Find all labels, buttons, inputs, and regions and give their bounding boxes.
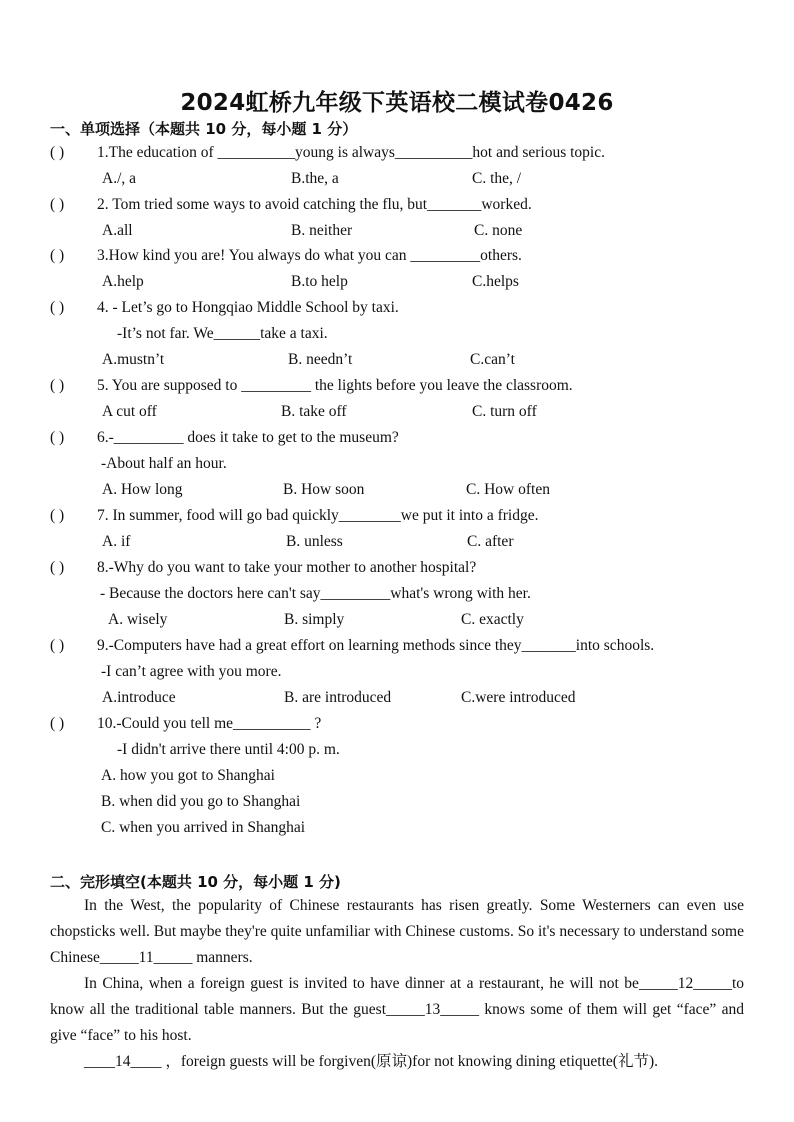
answer-blank[interactable]: ( ) xyxy=(50,637,65,654)
question-stem-line2: -It’s not far. We______take a taxi. xyxy=(117,325,328,342)
option-c: C.can’t xyxy=(470,351,515,368)
question-stem: 6.-_________ does it take to get to the museum? xyxy=(97,429,399,446)
answer-blank[interactable]: ( ) xyxy=(50,196,65,213)
answer-blank[interactable]: ( ) xyxy=(50,559,65,576)
answer-blank[interactable]: ( ) xyxy=(50,429,65,446)
option-a: A. How long xyxy=(102,481,183,498)
option-b: B. are introduced xyxy=(284,689,392,706)
option-c: C. none xyxy=(474,222,523,239)
option-c: C. How often xyxy=(466,481,550,498)
passage-paragraph-1: In the West, the popularity of Chinese restaurants has risen greatly. Some Westerners can even use chopsticks well. But maybe they're quite unfamiliar with Chinese customs. So it's necessary to understand some Chinese_____11_____ manners. xyxy=(50,897,744,966)
answer-blank[interactable]: ( ) xyxy=(50,507,65,524)
option-a: A. wisely xyxy=(108,611,168,628)
question-stem: 3.How kind you are! You always do what you can _________others. xyxy=(97,247,522,264)
option-b: B. simply xyxy=(284,611,345,628)
option-c: C.were introduced xyxy=(461,689,576,706)
answer-blank[interactable]: ( ) xyxy=(50,299,65,316)
question-stem: 5. You are supposed to _________ the lights before you leave the classroom. xyxy=(97,377,573,394)
option-b: B. unless xyxy=(286,533,343,550)
option-b: B. How soon xyxy=(283,481,365,498)
option-a: A.mustn’t xyxy=(102,351,165,368)
option-c: C. exactly xyxy=(461,611,524,628)
option-a: A.all xyxy=(102,222,133,239)
question-stem: 7. In summer, food will go bad quickly________we put it into a fridge. xyxy=(97,507,539,524)
option-c: C. turn off xyxy=(472,403,537,420)
question-stem: 2. Tom tried some ways to avoid catching the flu, but_______worked. xyxy=(97,196,532,213)
question-stem: 10.-Could you tell me__________ ? xyxy=(97,715,322,732)
option-b: B. when did you go to Shanghai xyxy=(101,793,301,810)
answer-blank[interactable]: ( ) xyxy=(50,715,65,732)
option-c: C. the, / xyxy=(472,170,522,187)
question-stem: 8.-Why do you want to take your mother to another hospital? xyxy=(97,559,477,576)
answer-blank[interactable]: ( ) xyxy=(50,247,65,264)
option-b: B.the, a xyxy=(291,170,339,187)
passage-paragraph-3: ____14____ ，foreign guests will be forgiven(原谅)for not knowing dining etiquette(礼节). xyxy=(84,1053,658,1070)
option-b: B. take off xyxy=(281,403,347,420)
option-a: A. if xyxy=(102,533,131,550)
section2-heading: 二、完形填空(本题共 10 分，每小题 1 分) xyxy=(50,873,341,891)
question-stem: 9.-Computers have had a great effort on learning methods since they_______into schools. xyxy=(97,637,655,654)
page-title: 2024虹桥九年级下英语校二模试卷0426 xyxy=(180,90,614,116)
answer-blank[interactable]: ( ) xyxy=(50,377,65,394)
question-stem-line2: - Because the doctors here can't say_________what's wrong with her. xyxy=(100,585,531,602)
option-b: B. needn’t xyxy=(288,351,353,368)
section1-heading: 一、单项选择（本题共 10 分，每小题 1 分） xyxy=(50,120,358,138)
answer-blank[interactable]: ( ) xyxy=(50,144,65,161)
option-c: C. after xyxy=(467,533,514,550)
option-a: A./, a xyxy=(102,170,137,187)
option-b: B.to help xyxy=(291,273,348,290)
option-c: C.helps xyxy=(472,273,519,290)
question-stem-line2: -I can’t agree with you more. xyxy=(101,663,282,680)
passage-paragraph-2: In China, when a foreign guest is invited to have dinner at a restaurant, he will not be_____12_____to know all the traditional table manners. But the guest_____13_____ knows some of them will get “face” and give “face” to his host. xyxy=(50,975,744,1044)
question-stem-line2: -I didn't arrive there until 4:00 p. m. xyxy=(117,741,340,758)
option-c: C. when you arrived in Shanghai xyxy=(101,819,306,836)
option-a: A cut off xyxy=(102,403,157,420)
question-stem-line2: -About half an hour. xyxy=(101,455,227,472)
option-b: B. neither xyxy=(291,222,353,239)
question-stem: 4. - Let’s go to Hongqiao Middle School by taxi. xyxy=(97,299,399,316)
option-a: A. how you got to Shanghai xyxy=(101,767,275,784)
option-a: A.help xyxy=(102,273,144,290)
question-stem: 1.The education of __________young is always__________hot and serious topic. xyxy=(97,144,605,161)
option-a: A.introduce xyxy=(102,689,176,706)
